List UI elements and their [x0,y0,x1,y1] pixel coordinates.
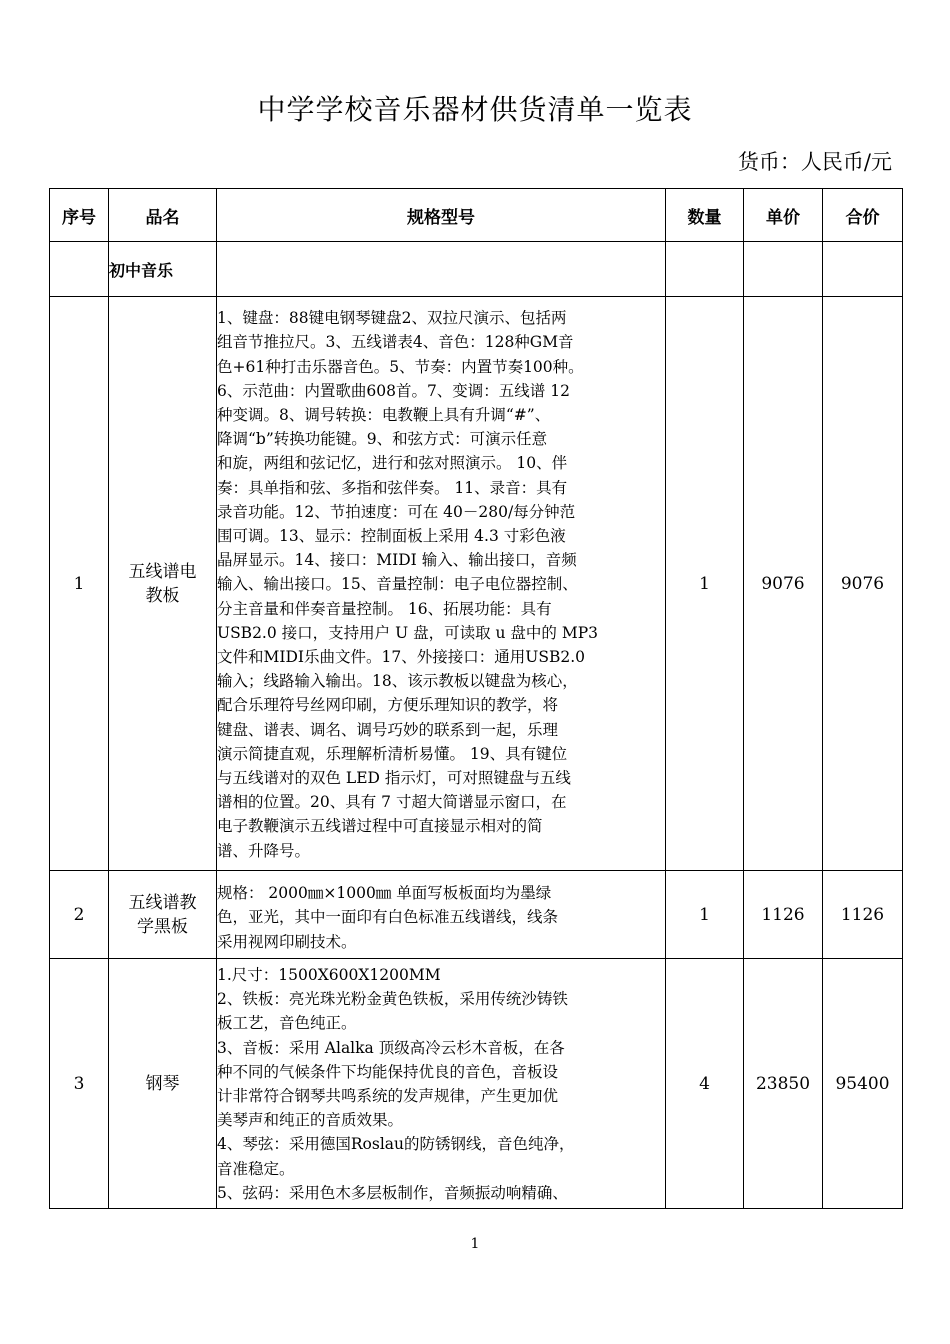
spec-line: 文件和MIDI乐曲文件。17、外接接口：通用USB2.0 [217,648,585,666]
row-total: 9076 [823,297,903,871]
row-qty: 4 [666,959,744,1209]
section-total-cell [823,242,903,297]
row-no: 2 [50,871,109,959]
header-name: 品名 [109,189,217,242]
currency-note: 货币：人民币/元 [737,150,892,174]
row-name: 钢琴 [145,1073,180,1094]
spec-line: 录音功能。12、节拍速度：可在 40－280/每分钟范 [217,502,576,521]
spec-line: 演示简捷直观，乐理解析清析易懂。 19、具有键位 [217,744,568,763]
spec-line: 2、铁板：亮光珠光粉金黄色铁板，采用传统沙铸铁 [217,990,568,1009]
spec-line: 降调“b”转换功能键。9、和弦方式：可演示任意 [217,430,548,449]
spec-line: 6、示范曲：内置歌曲608首。7、变调：五线谱 12 [217,381,570,400]
spec-line: 色+61种打击乐器音色。5、节奏：内置节奏100种。 [217,357,584,376]
row-name-cell [109,297,217,871]
section-qty-cell [666,242,744,297]
table-row [50,871,903,959]
spec-line: 输入、输出接口。15、音量控制：电子电位器控制、 [217,575,578,594]
spec-line: 1、键盘：88键电钢琴键盘2、双拉尺演示、包括两 [217,309,567,328]
row-name: 五线谱电教板 [128,561,197,606]
header-total: 合价 [823,189,903,242]
spec-line: 4、琴弦：采用德国Roslau的防锈钢线，音色纯净， [217,1135,575,1154]
table-row [50,959,903,1209]
row-price: 9076 [744,297,823,871]
row-name: 五线谱教学黑板 [128,892,197,937]
section-spec-cell [217,242,666,297]
section-price-cell [744,242,823,297]
page-number: 1 [470,1236,480,1252]
spec-line: 种不同的气候条件下均能保持优良的音色，音板设 [217,1062,559,1081]
spec-line: 晶屏显示。14、接口：MIDI 输入、输出接口，音频 [217,551,577,570]
spec-line: 键盘、谱表、调名、调号巧妙的联系到一起，乐理 [217,720,559,739]
row-spec [217,297,666,871]
spec-line: 规格： 2000㎜×1000㎜ 单面写板板面均为墨绿 [217,884,552,903]
spec-line: 1.尺寸：1500X600X1200MM [217,965,441,984]
spec-line: 分主音量和伴奏音量控制。 16、拓展功能：具有 [217,599,552,618]
section-row [50,242,903,297]
spec-line: 配合乐理符号丝网印刷，方便乐理知识的教学，将 [217,696,559,715]
section-no-cell [50,242,109,297]
spec-line: 奏：具单指和弦、多指和弦伴奏。 11、录音：具有 [217,478,568,497]
row-spec [217,959,666,1209]
header-spec: 规格型号 [217,189,666,242]
spec-line: 5、弦码：采用色木多层板制作，音频振动响精确、 [217,1183,568,1202]
row-qty: 1 [666,297,744,871]
document-title: 中学学校音乐器材供货清单一览表 [257,93,693,126]
header-price: 单价 [744,189,823,242]
spec-line: 音准稳定。 [217,1159,295,1178]
spec-line: 围可调。13、显示：控制面板上采用 4.3 寸彩色液 [217,526,566,545]
spec-line: 组音节推拉尺。3、五线谱表4、音色：128种GM音 [217,333,574,352]
row-name-cell [109,959,217,1209]
header-row [50,189,903,242]
spec-line: 3、音板：采用 Alalka 顶级高冷云杉木音板，在各 [217,1038,565,1057]
row-total: 1126 [823,871,903,959]
row-qty: 1 [666,871,744,959]
row-price: 23850 [744,959,823,1209]
spec-line: 电子教鞭演示五线谱过程中可直接显示相对的简 [217,817,543,836]
spec-line: 美琴声和纯正的音质效果。 [217,1111,404,1130]
row-no: 3 [50,959,109,1209]
spec-line: 板工艺，音色纯正。 [217,1014,357,1033]
spec-line: 种变调。8、调号转换：电教鞭上具有升调“#”、 [217,405,551,424]
spec-line: 采用视网印刷技术。 [217,932,357,951]
table-row [50,297,903,871]
spec-line: 谱相的位置。20、具有 7 寸超大简谱显示窗口，在 [217,793,567,812]
spec-line: 计非常符合钢琴共鸣系统的发声规律，产生更加优 [217,1087,559,1105]
row-spec [217,871,666,959]
row-total: 95400 [823,959,903,1209]
spec-line: USB2.0 接口，支持用户 U 盘，可读取 u 盘中的 MP3 [217,623,598,642]
spec-line: 与五线谱对的双色 LED 指示灯，可对照键盘与五线 [217,769,571,788]
spec-line: 谱、升降号。 [217,841,311,860]
spec-line: 输入；线路输入输出。18、该示教板以键盘为核心， [217,672,578,691]
row-name-cell [109,871,217,959]
supply-list-table [49,188,903,1209]
spec-line: 色，亚光，其中一面印有白色标准五线谱线，线条 [217,908,559,927]
row-no: 1 [50,297,109,871]
header-qty: 数量 [666,189,744,242]
row-price: 1126 [744,871,823,959]
spec-line: 和旋，两组和弦记忆，进行和弦对照演示。 10、伴 [217,454,568,473]
header-no: 序号 [50,189,109,242]
section-label: 初中音乐 [109,242,217,297]
